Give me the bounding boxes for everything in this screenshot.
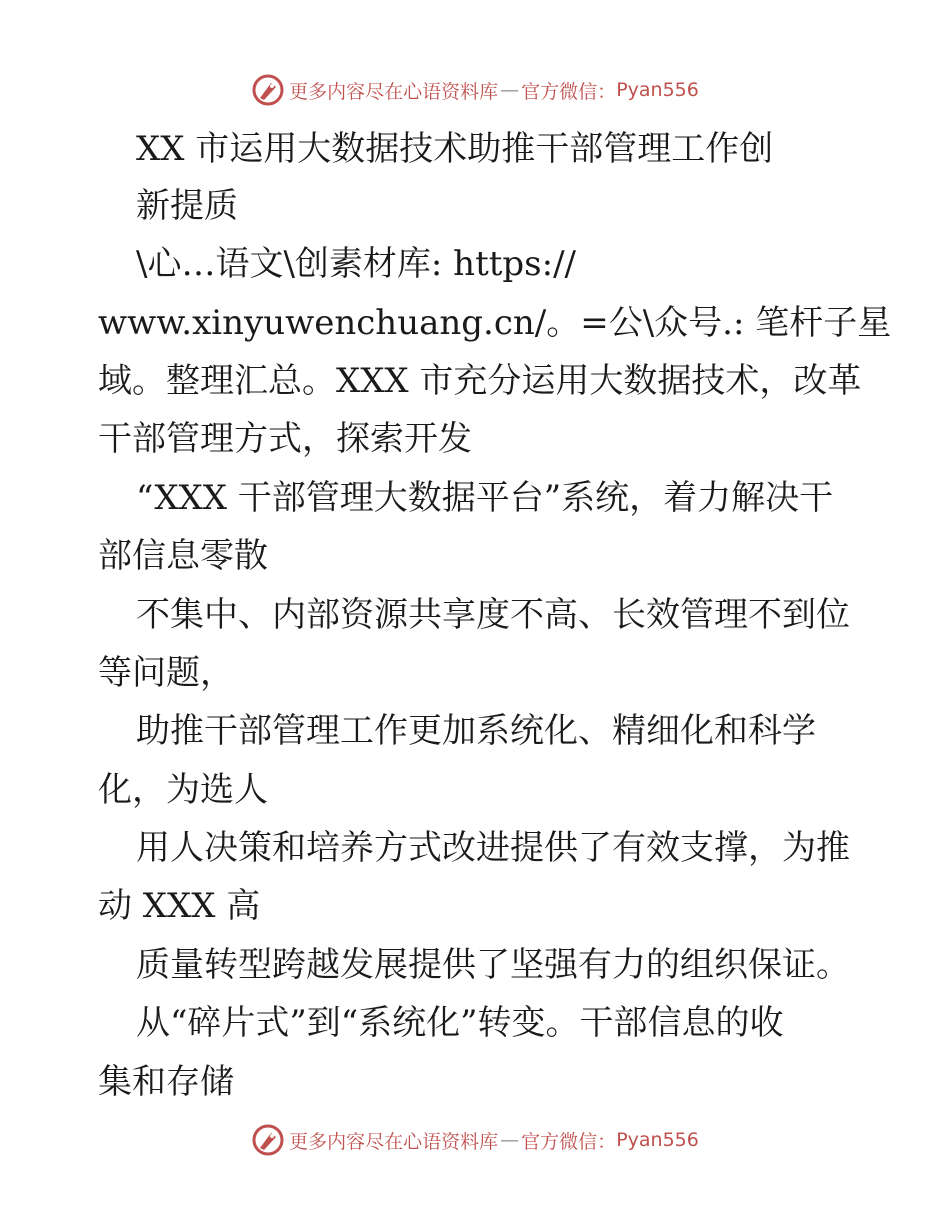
doc-line: 助推干部管理工作更加系统化、精细化和科学 xyxy=(136,711,816,751)
pen-nib-logo-icon xyxy=(251,73,285,107)
doc-title-line-2: 新提质 xyxy=(136,186,238,226)
watermark-dash: — xyxy=(500,79,520,101)
watermark-dash: — xyxy=(500,1129,520,1151)
doc-line: 从“碎片式”到“系统化”转变。干部信息的收 xyxy=(136,1003,784,1043)
doc-line: 不集中、内部资源共享度不高、长效管理不到位 xyxy=(136,595,850,635)
doc-line: 化，为选人 xyxy=(98,770,268,810)
doc-line: 用人决策和培养方式改进提供了有效支撑，为推 xyxy=(136,828,850,868)
doc-line: 集和存储 xyxy=(98,1062,234,1102)
doc-line: 域。整理汇总。XXX 市充分运用大数据技术，改革 xyxy=(98,361,862,401)
doc-line: “XXX 干部管理大数据平台”系统，着力解决干 xyxy=(136,478,834,518)
doc-line: 动 XXX 高 xyxy=(98,886,261,926)
doc-line: 部信息零散 xyxy=(98,536,268,576)
watermark-wechat-id: Pyan556 xyxy=(616,79,699,101)
doc-title-line-1: XX 市运用大数据技术助推干部管理工作创 xyxy=(136,129,774,169)
doc-line: www.xinyuwenchuang.cn/。=公\众号.: 笔杆子星 xyxy=(98,303,892,343)
doc-line: 干部管理方式，探索开发 xyxy=(98,419,472,459)
watermark-text: 更多内容尽在心语资料库 xyxy=(289,1130,499,1153)
watermark-text: 更多内容尽在心语资料库 xyxy=(289,80,499,103)
doc-line: 质量转型跨越发展提供了坚强有力的组织保证。 xyxy=(136,945,850,985)
doc-line: \心…语文\创素材库: https:// xyxy=(136,244,576,284)
header-watermark xyxy=(0,68,950,112)
watermark-wechat-label: 官方微信： xyxy=(521,1130,617,1153)
footer-watermark xyxy=(0,1118,950,1162)
doc-line: 等问题， xyxy=(98,653,234,693)
watermark-wechat-label: 官方微信： xyxy=(521,80,617,103)
pen-nib-logo-icon xyxy=(251,1123,285,1157)
watermark-wechat-id: Pyan556 xyxy=(616,1129,699,1151)
